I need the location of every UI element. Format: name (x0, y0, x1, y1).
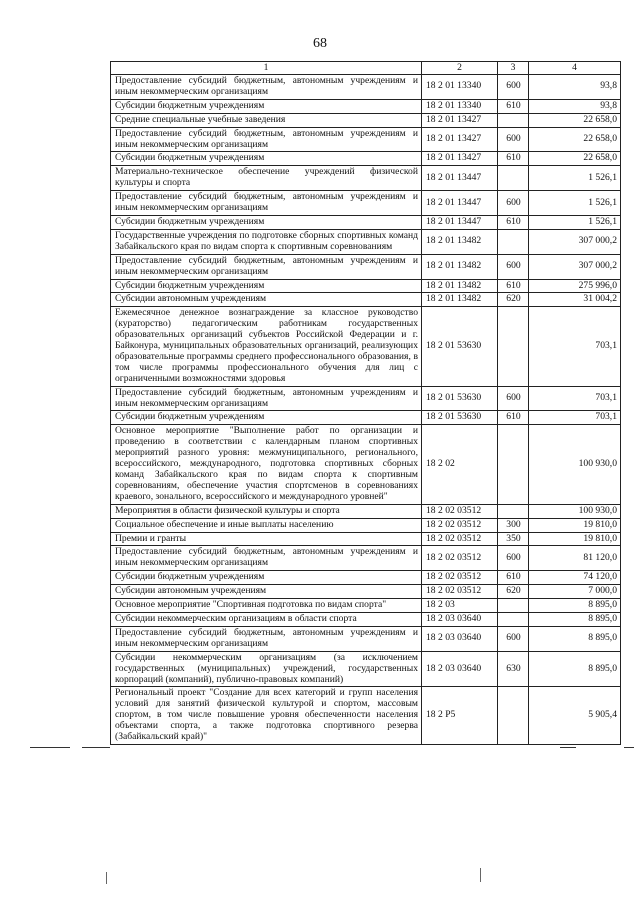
cell-type: 600 (498, 75, 529, 100)
cell-name: Субсидии автономным учреждениям (111, 293, 422, 307)
cell-code: 18 2 01 13340 (422, 99, 498, 113)
cell-amount: 307 000,2 (529, 254, 621, 279)
cell-type (498, 425, 529, 504)
table-row (111, 307, 621, 386)
column-header-name: 1 (111, 62, 422, 75)
table-row (111, 293, 621, 307)
table-row (111, 504, 621, 518)
table-row (111, 229, 621, 254)
cell-type: 600 (498, 127, 529, 152)
cell-amount: 81 120,0 (529, 546, 621, 571)
cell-amount: 1 526,1 (529, 166, 621, 191)
cell-code: 18 2 02 03512 (422, 504, 498, 518)
margin-line-left (82, 747, 110, 748)
cell-amount: 22 658,0 (529, 152, 621, 166)
cell-type (498, 229, 529, 254)
table-row (111, 215, 621, 229)
cell-name: Субсидии некоммерческим организациям (за исключением государственных (муниципальных) учреждений, государственных корпораций (компаний), публично-правовых компаний) (111, 651, 422, 687)
cell-name: Субсидии бюджетным учреждениям (111, 99, 422, 113)
table-row (111, 687, 621, 745)
cell-amount: 93,8 (529, 99, 621, 113)
table-row (111, 152, 621, 166)
cell-type: 610 (498, 99, 529, 113)
cell-name: Материально-техническое обеспечение учреждений физической культуры и спорта (111, 166, 422, 191)
cell-name: Субсидии бюджетным учреждениям (111, 279, 422, 293)
margin-dash-left (30, 747, 70, 748)
cell-code: 18 2 03 (422, 599, 498, 613)
table-row (111, 191, 621, 216)
cell-type: 300 (498, 518, 529, 532)
cell-amount: 19 810,0 (529, 518, 621, 532)
cell-name: Субсидии бюджетным учреждениям (111, 215, 422, 229)
cell-type: 350 (498, 532, 529, 546)
cell-code: 18 2 01 13482 (422, 229, 498, 254)
cell-type (498, 599, 529, 613)
cell-name: Предоставление субсидий бюджетным, автономным учреждениям и иным некоммерческим организациям (111, 254, 422, 279)
table-row (111, 411, 621, 425)
cell-code: 18 2 01 13427 (422, 113, 498, 127)
cell-amount: 7 000,0 (529, 585, 621, 599)
table-row (111, 546, 621, 571)
margin-dash-far-right (624, 747, 634, 748)
table-row (111, 626, 621, 651)
cell-amount: 275 996,0 (529, 279, 621, 293)
cell-name: Предоставление субсидий бюджетным, автономным учреждениям и иным некоммерческим организациям (111, 546, 422, 571)
cell-code: 18 2 03 03640 (422, 626, 498, 651)
cell-name: Субсидии бюджетным учреждениям (111, 411, 422, 425)
cell-name: Государственные учреждения по подготовке сборных спортивных команд Забайкальского края по видам спорта к спортивным соревнованиям (111, 229, 422, 254)
cell-code: 18 2 01 13340 (422, 75, 498, 100)
table-row (111, 585, 621, 599)
table-row (111, 386, 621, 411)
cell-code: 18 2 01 13482 (422, 254, 498, 279)
cell-code: 18 2 01 13447 (422, 166, 498, 191)
bottom-tick-center (480, 868, 481, 882)
cell-code: 18 2 03 03640 (422, 651, 498, 687)
cell-amount: 100 930,0 (529, 425, 621, 504)
table-row (111, 127, 621, 152)
budget-table (110, 61, 621, 745)
cell-type: 610 (498, 152, 529, 166)
table-header-row (111, 62, 621, 75)
column-header-code: 2 (422, 62, 498, 75)
cell-name: Основное мероприятие "Выполнение работ по организации и проведению в соответствии с календарным планом спортивных мероприятий разного уровня: межмуниципального, регионального, всероссийского, международного, подготовка спортивных сборных команд Забайкальского края по видам спорта к спортивным соревнованиям, обеспечение участия спортсменов в соревнованиях краевого, зонального, всероссийского и международного уровней" (111, 425, 422, 504)
bottom-tick-left (106, 872, 107, 884)
cell-type (498, 612, 529, 626)
cell-name: Средние специальные учебные заведения (111, 113, 422, 127)
cell-name: Мероприятия в области физической культуры и спорта (111, 504, 422, 518)
cell-amount: 703,1 (529, 307, 621, 386)
table-row (111, 113, 621, 127)
cell-amount: 93,8 (529, 75, 621, 100)
table-row (111, 166, 621, 191)
table-row (111, 279, 621, 293)
cell-type: 610 (498, 571, 529, 585)
cell-type: 600 (498, 386, 529, 411)
column-header-type: 3 (498, 62, 529, 75)
cell-amount: 8 895,0 (529, 651, 621, 687)
cell-amount: 1 526,1 (529, 191, 621, 216)
cell-type: 600 (498, 546, 529, 571)
cell-code: 18 2 02 03512 (422, 571, 498, 585)
cell-type: 620 (498, 293, 529, 307)
table-row (111, 518, 621, 532)
column-header-amount: 4 (529, 62, 621, 75)
cell-name: Субсидии некоммерческим организациям в области спорта (111, 612, 422, 626)
cell-type: 610 (498, 411, 529, 425)
cell-code: 18 2 01 13482 (422, 279, 498, 293)
cell-name: Ежемесячное денежное вознаграждение за классное руководство (кураторство) педагогическим работникам государственных образовательных организаций субъектов Российской Федерации и г. Байконура, муниципальных образовательных организаций, реализующих образовательные программы среднего профессионального образования, в том числе программы профессионального обучения для лиц с ограниченными возможностями здоровья (111, 307, 422, 386)
table-row (111, 425, 621, 504)
cell-amount: 8 895,0 (529, 599, 621, 613)
cell-name: Предоставление субсидий бюджетным, автономным учреждениям и иным некоммерческим организациям (111, 127, 422, 152)
cell-code: 18 2 02 03512 (422, 518, 498, 532)
cell-name: Премии и гранты (111, 532, 422, 546)
cell-type (498, 687, 529, 745)
table-row (111, 612, 621, 626)
cell-type: 620 (498, 585, 529, 599)
cell-type: 630 (498, 651, 529, 687)
cell-code: 18 2 01 53630 (422, 386, 498, 411)
cell-name: Предоставление субсидий бюджетным, автономным учреждениям и иным некоммерческим организациям (111, 626, 422, 651)
cell-type (498, 504, 529, 518)
cell-name: Предоставление субсидий бюджетным, автономным учреждениям и иным некоммерческим организациям (111, 386, 422, 411)
table-row (111, 75, 621, 100)
cell-name: Региональный проект "Создание для всех категорий и групп населения условий для занятий физической культурой и спортом, массовым спортом, в том числе повышение уровня обеспеченности населения объектами спорта, а также подготовка спортивного резерва (Забайкальский край)" (111, 687, 422, 745)
cell-code: 18 2 01 13427 (422, 127, 498, 152)
table-row (111, 599, 621, 613)
cell-amount: 703,1 (529, 411, 621, 425)
cell-name: Субсидии бюджетным учреждениям (111, 571, 422, 585)
cell-type: 610 (498, 279, 529, 293)
cell-name: Субсидии бюджетным учреждениям (111, 152, 422, 166)
cell-code: 18 2 02 03512 (422, 532, 498, 546)
cell-amount: 1 526,1 (529, 215, 621, 229)
cell-amount: 307 000,2 (529, 229, 621, 254)
cell-type: 600 (498, 626, 529, 651)
page-number: 68 (313, 36, 327, 51)
cell-amount: 74 120,0 (529, 571, 621, 585)
cell-code: 18 2 01 53630 (422, 411, 498, 425)
cell-amount: 8 895,0 (529, 612, 621, 626)
table-row (111, 651, 621, 687)
cell-type (498, 166, 529, 191)
cell-amount: 100 930,0 (529, 504, 621, 518)
cell-code: 18 2 03 03640 (422, 612, 498, 626)
cell-type (498, 113, 529, 127)
cell-type (498, 307, 529, 386)
cell-type: 600 (498, 191, 529, 216)
table-row (111, 99, 621, 113)
cell-amount: 19 810,0 (529, 532, 621, 546)
cell-name: Предоставление субсидий бюджетным, автономным учреждениям и иным некоммерческим организациям (111, 75, 422, 100)
cell-type: 610 (498, 215, 529, 229)
cell-code: 18 2 01 13427 (422, 152, 498, 166)
cell-code: 18 2 01 13447 (422, 215, 498, 229)
table-row (111, 532, 621, 546)
table-row (111, 254, 621, 279)
cell-code: 18 2 02 03512 (422, 546, 498, 571)
cell-amount: 31 004,2 (529, 293, 621, 307)
cell-code: 18 2 02 (422, 425, 498, 504)
cell-amount: 703,1 (529, 386, 621, 411)
cell-code: 18 2 01 13447 (422, 191, 498, 216)
cell-amount: 22 658,0 (529, 113, 621, 127)
cell-name: Предоставление субсидий бюджетным, автономным учреждениям и иным некоммерческим организациям (111, 191, 422, 216)
cell-type: 600 (498, 254, 529, 279)
table-row (111, 571, 621, 585)
cell-amount: 8 895,0 (529, 626, 621, 651)
cell-name: Основное мероприятие "Спортивная подготовка по видам спорта" (111, 599, 422, 613)
table-body (111, 75, 621, 745)
cell-code: 18 2 01 53630 (422, 307, 498, 386)
cell-name: Социальное обеспечение и иные выплаты населению (111, 518, 422, 532)
cell-amount: 5 905,4 (529, 687, 621, 745)
cell-code: 18 2 P5 (422, 687, 498, 745)
cell-amount: 22 658,0 (529, 127, 621, 152)
cell-code: 18 2 01 13482 (422, 293, 498, 307)
cell-code: 18 2 02 03512 (422, 585, 498, 599)
margin-dash-right (560, 747, 576, 748)
cell-name: Субсидии автономным учреждениям (111, 585, 422, 599)
